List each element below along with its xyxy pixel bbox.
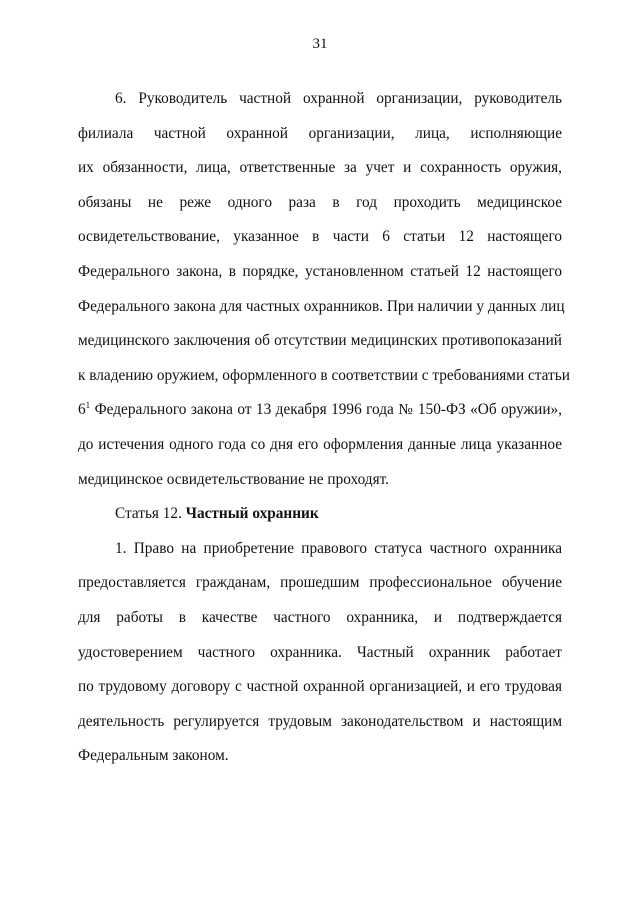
superscript: 1 [85,400,91,411]
text-line: к владению оружием, оформленного в соответствии с требованиями статьи [78,366,570,384]
text-line: удостоверением частного охранника. Частный охранник работает [78,643,562,661]
text-line: медицинское освидетельствование не проходят. [78,470,389,488]
paragraph-12-1 [78,532,562,774]
text-line: для работы в качестве частного охранника, и подтверждается [78,608,562,626]
article-heading [78,497,562,532]
text-line [78,393,562,428]
paragraph-6 [78,82,570,497]
text-line: медицинского заключения об отсутствии медицинских противопоказаний [78,332,562,350]
text-line: филиала частной охранной организации, лица, исполняющие [78,124,562,142]
text-line: 6. Руководитель частной охранной организации, руководитель [115,90,562,107]
text-line: их обязанности, лица, ответственные за учет и сохранность оружия, [78,159,562,177]
text-line: до истечения одного года со дня его оформления данные лица указанное [78,435,562,453]
text-line: Федерального закона, в порядке, установленном статьей 12 настоящего [78,262,562,280]
page-number: 31 [312,36,328,52]
text-line: по трудовому договору с частной охранной организацией, и его трудовая [78,678,562,696]
text-line: освидетельствование, указанное в части 6 статьи 12 настоящего [78,228,562,246]
article-number: 6 [78,401,86,419]
text-line: деятельность регулируется трудовым законодательством и настоящим [78,712,562,730]
text-line: 1. Право на приобретение правового статуса частного охранника [115,539,562,557]
text-fragment: Федерального закона от 13 декабря 1996 года № 150-ФЗ «Об оружии», [90,401,562,419]
text-line: Федерального закона для частных охранников. При наличии у данных лиц [78,297,565,315]
text-line: Федеральным законом. [78,747,229,765]
article-label: Статья 12. [115,505,182,523]
article-title: Частный охранник [185,505,319,523]
text-line: обязаны не реже одного раза в год проходить медицинское [78,193,562,211]
document-body [78,82,570,774]
text-line: предоставляется гражданам, прошедшим профессиональное обучение [78,574,562,592]
